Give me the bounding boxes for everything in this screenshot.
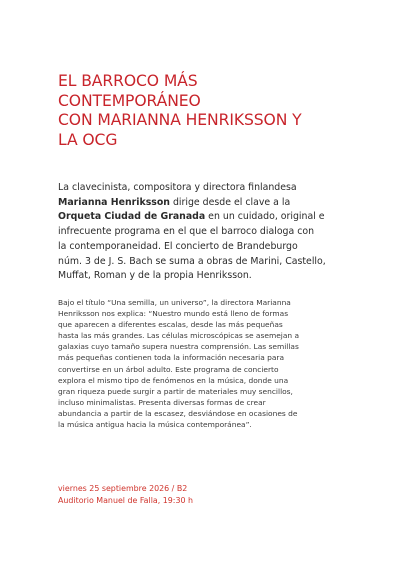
body-line: más pequeñas contienen toda la información necesaria para (58, 353, 285, 363)
body-line: convertirse en un árbol adulto. Este programa de concierto (58, 364, 279, 374)
body-line: Bajo el título “Una semilla, un universo”, la directora Marianna (58, 298, 291, 307)
title-line: CON MARIANNA HENRIKSSON Y (58, 111, 302, 129)
body-paragraph (58, 297, 358, 430)
page-title (58, 72, 358, 150)
body-line: abundancia a partir de la escasez, desviándose en ocasiones de (58, 408, 298, 418)
body-line: Henriksson nos explica: “Nuestro mundo está lleno de formas (58, 309, 289, 319)
body-line: incluso minimalistas. Presenta diversas formas de crear (58, 397, 266, 407)
lead-line: núm. 3 de J. S. Bach se suma a obras de Marini, Castello, (58, 255, 326, 267)
title-line: EL BARROCO MÁS (58, 72, 198, 90)
lead-line-text: dirige desde el clave a la (169, 196, 291, 208)
event-info (58, 483, 358, 507)
body-line: gran riqueza puede surgir a partir de materiales muy sencillos, (58, 386, 293, 396)
orchestra-name: Orqueta Ciudad de Granada (58, 211, 206, 223)
artist-name: Marianna Henriksson (58, 196, 170, 208)
body-line: explora el mismo tipo de fenómenos en la música, donde una (58, 375, 289, 385)
lead-line (58, 196, 358, 211)
body-line: la música antigua hacia la música contemporánea”. (58, 420, 252, 430)
lead-line: infrecuente programa en el que el barroco dialoga con (58, 226, 315, 238)
title-line: CONTEMPORÁNEO (58, 91, 201, 110)
lead-paragraph (58, 181, 358, 284)
lead-line (58, 210, 358, 225)
body-line: galaxias cuyo tamaño supera nuestra comprensión. Las semillas (58, 342, 299, 352)
title-line: LA OCG (58, 130, 118, 149)
lead-line-text: en un cuidado, original e (205, 211, 325, 223)
lead-line: la contemporaneidad. El concierto de Brandeburgo (58, 240, 298, 252)
event-date: viernes 25 septiembre 2026 / B2 (58, 484, 188, 493)
lead-line: Muffat, Roman y de la propia Henriksson. (58, 270, 252, 282)
body-line: que aparecen a diferentes escalas, desde las más pequeñas (58, 320, 283, 330)
lead-line: La clavecinista, compositora y directora finlandesa (58, 182, 297, 193)
event-venue: Auditorio Manuel de Falla, 19:30 h (58, 496, 193, 506)
body-line: hasta las más grandes. Las células microscópicas se asemejan a (58, 331, 300, 341)
